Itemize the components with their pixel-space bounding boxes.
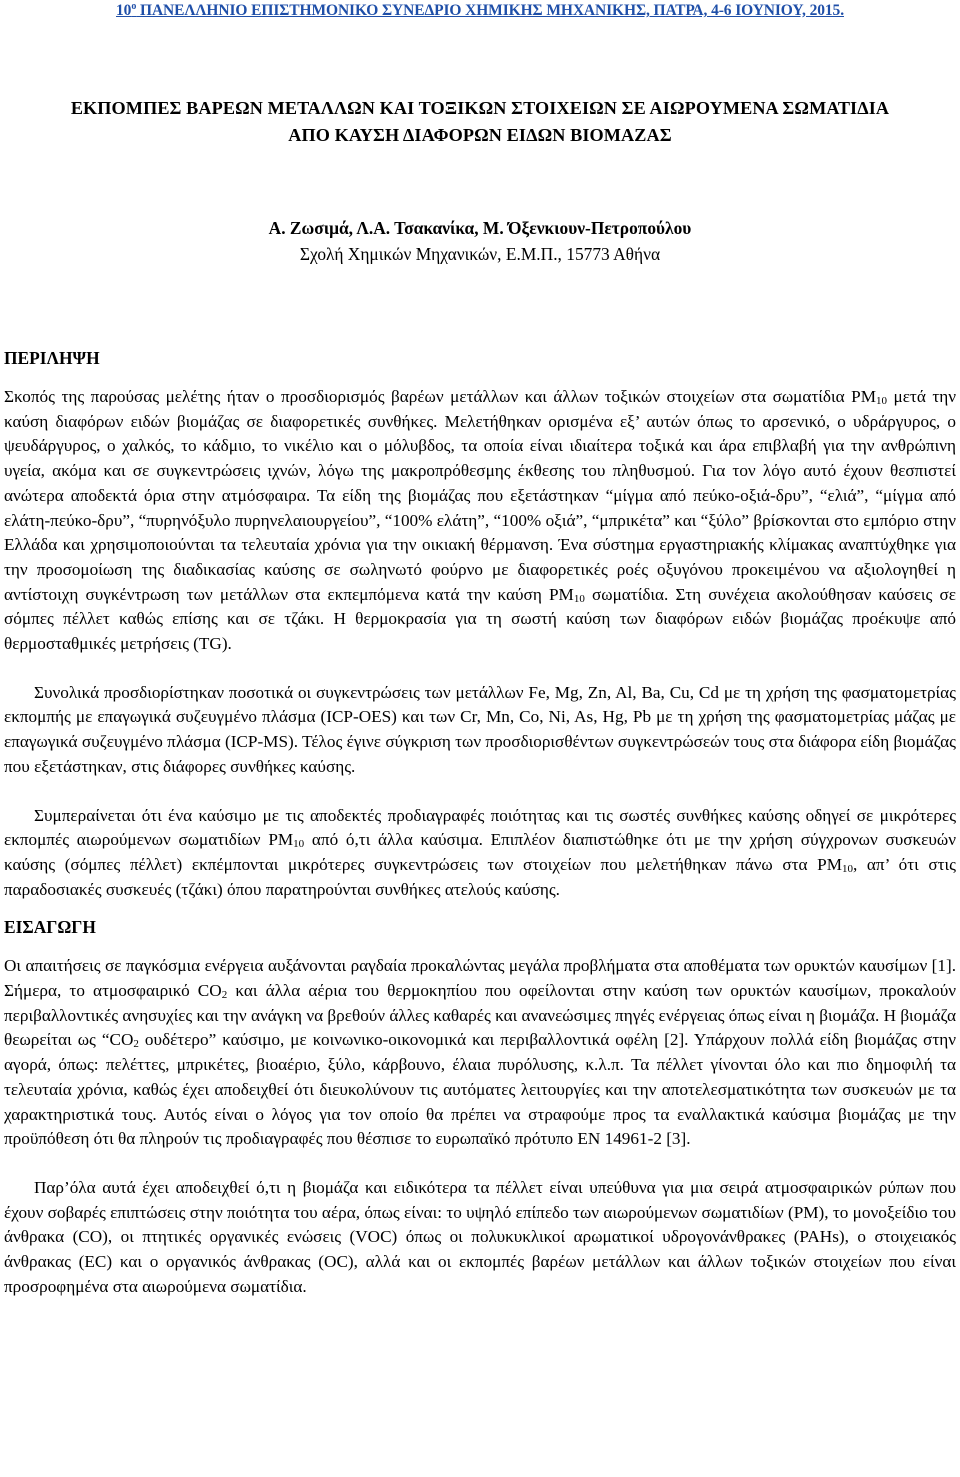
text-run: , απ’ ότι στις παραδοσιακές συσκευές (τζάκι) όπου παρατηρούνται συνθήκες ατελούς καύσης.	[4, 854, 956, 899]
intro-paragraph-2: Παρ’όλα αυτά έχει αποδειχθεί ό,τι η βιομάζα και ειδικότερα τα πέλλετ είναι υπεύθυνα για μια σειρά ατμοσφαιρικών ρύπων που έχουν σοβαρές επιπτώσεις στην ποιότητα του αέρα, όπως είναι: το υψηλό επίπεδο των αιωρούμενων σωματιδίων (PM), το μονοξείδιο του άνθρακα (CO), οι πτητικές οργανικές ενώσεις (VOC) όπως οι πολυκυκλικοί αρωματικοί υδρογονάνθρακες (PAHs), ο στοιχειακός άνθρακας (EC) και ο οργανικός άνθρακας (OC), αλλά και οι εκπομπές βαρέων μετάλλων και άλλων τοξικών στοιχείων που είναι προσροφημένα στα αιωρούμενα σωματίδια.	[4, 1177, 956, 1296]
subscript: 2	[221, 989, 228, 1002]
header-ordinal-sup: ο	[131, 0, 137, 12]
text-run: Συμπεραίνεται ότι ένα καύσιμο με τις αποδεκτές προδιαγραφές ποιότητας και τις σωστές συνθήκες καύσης οδηγεί σε μικρότερες εκπομπές αιωρούμενων σωματιδίων PM	[4, 805, 956, 850]
abstract-paragraph-1	[4, 385, 956, 657]
header-text: ΠΑΝΕΛΛΗΝΙΟ ΕΠΙΣΤΗΜΟΝΙΚΟ ΣΥΝΕΔΡΙΟ ΧΗΜΙΚΗΣ ΜΗΧΑΝΙΚΗΣ, ΠΑΤΡΑ, 4-6 ΙΟΥΝΙΟΥ, 2015.	[136, 2, 844, 19]
authors: Α. Ζωσιμά, Λ.Α. Τσακανίκα, Μ. Όξενκιουν-Πετροπούλου	[268, 218, 692, 238]
introduction-heading: ΕΙΣΑΓΩΓΗ	[4, 917, 96, 938]
subscript: 10	[293, 838, 305, 851]
conference-header	[4, 1, 956, 21]
text-run: Οι απαιτήσεις σε παγκόσμια ενέργεια αυξάνονται ραγδαία προκαλώντας μεγάλα προβλήματα στα αποθέματα των ορυκτών καυσίμων [1]. Σήμερα, το ατμοσφαιρικό CO	[4, 956, 956, 1001]
intro-paragraph-1	[4, 954, 956, 1152]
subscript: 10	[573, 592, 585, 605]
text-run: ουδέτερο” καύσιμο, με κοινωνικο-οικονομικά και περιβαλλοντικά οφέλη [2]. Υπάρχουν πολλά είδη βιομάζας στην αγορά, όπως: πελέττες, μπρικέτες, βιοαέριο, ξύλο, κάρβουνο, έλαια πυρόλυσης, κ.λ.π. Τα πέλλετ γίνονται όλο και πιο δημοφιλή τα τελευταία χρόνια, καθώς έχει αποδειχθεί ότι διευκολύνουν τις αυτόματες λειτουργίες και την αποτελεσματικότητα των συσκευών με τα χαρακτηριστικά τους. Αυτός είναι ο λόγος για τον οποίο θα πρέπει να στραφούμε προς τα εναλλακτικά καύσιμα βιομάζας με την προϋπόθεση ότι θα πληρούν τις προδιαγραφές που θέσπισε το ευρωπαϊκό πρότυπο EN 14961-2 [3].	[4, 1030, 956, 1149]
header-number: 10	[116, 2, 132, 19]
abstract-paragraph-2: Συνολικά προσδιορίστηκαν ποσοτικά οι συγκεντρώσεις των μετάλλων Fe, Mg, Zn, Al, Ba, Cu, Cd με τη χρήση της φασματομετρίας εκπομπής με επαγωγικά συζευγμένο πλάσμα (ICP-OES) και των Cr, Mn, Co, Ni, As, Hg, Pb με τη χρήση της φασματομετρίας μάζας με επαγωγικά συζευγμένο πλάσμα (ICP-MS). Τέλος έγινε σύγκριση των προσδιορισθέντων συγκεντρώσεών τους στα διάφορα είδη βιομάζας που εξετάστηκαν, στις διάφορες συνθήκες καύσης.	[4, 682, 956, 776]
text-run: Σκοπός της παρούσας μελέτης ήταν ο προσδιορισμός βαρέων μετάλλων και άλλων τοξικών στοιχείων στα σωματίδια PM	[4, 387, 876, 406]
abstract-heading: ΠΕΡΙΛΗΨΗ	[4, 348, 100, 368]
title-line-1: ΕΚΠΟΜΠΕΣ ΒΑΡΕΩΝ ΜΕΤΑΛΛΩΝ ΚΑΙ ΤΟΞΙΚΩΝ ΣΤΟΙΧΕΙΩΝ ΣΕ ΑΙΩΡΟΥΜΕΝΑ ΣΩΜΑΤΙΔΙΑ	[70, 98, 890, 118]
text-run: από ό,τι άλλα καύσιμα. Επιπλέον διαπιστώθηκε ότι με την χρήση σύγχρονων συσκευών καύσης (σόμπες πέλλετ) εκπέμπονται μικρότερες συγκεντρώσεις των στοιχείων που μελετήθηκαν πάνω στα PM	[4, 830, 956, 874]
paper-title	[4, 95, 956, 149]
subscript: 10	[875, 395, 887, 407]
text-run: και άλλα αέρια του θερμοκηπίου που οφείλονται στην καύση των ορυκτών καυσίμων, προκαλούν περιβαλλοντικές ανησυχίες και την ανάγκη να βρεθούν άλλες καθαρές και ανανεώσιμες πηγές ενέργειας όπως είναι η βιομάζα. Η βιομάζα θεωρείται ως “CO	[4, 981, 956, 1050]
title-line-2: ΑΠΟ ΚΑΥΣΗ ΔΙΑΦΟΡΩΝ ΕΙΔΩΝ ΒΙΟΜΑΖΑΣ	[288, 125, 672, 145]
subscript: 10	[841, 862, 853, 875]
affiliation: Σχολή Χημικών Μηχανικών, Ε.Μ.Π., 15773 Αθήνα	[299, 244, 661, 264]
text-run: σωματίδια. Στη συνέχεια ακολούθησαν καύσεις σε σόμπες πέλλετ καθώς επίσης και σε τζάκι. Η θερμοκρασία για τη σωστή καύση των διαφόρων ειδών βιομάζας προέκυψε από θερμοσταθμικές μετρήσεις (TG).	[4, 584, 957, 654]
abstract-paragraph-3	[4, 804, 956, 903]
text-run: μετά την καύση διαφόρων ειδών βιομάζας σε διαφορετικές συνθήκες. Μελετήθηκαν ορισμένα εξ’ αυτών όπως το αρσενικό, ο υδράργυρος, ο ψευδάργυρος, ο χαλκός, το κάδμιο, το νικέλιο και ο μόλυβδος, τα οποία είναι ιδιαίτερα τοξικά και άρα επιβλαβή για την ανθρώπινη υγεία, ακόμα και σε συγκεντρώσεις ιχνών, λόγω της μακροπρόθεσμης έκθεσης του πληθυσμού. Για τον λόγο αυτό έχουν θεσπιστεί ανώτερα αποδεκτά όρια στην ατμόσφαιρα. Τα είδη της βιομάζας που εξετάστηκαν “μίγμα από πεύκο-οξιά-δρυ”, “ελιά”, “μίγμα από ελάτη-πεύκο-δρυ”, “πυρηνόξυλο πυρηνελαιουργείου”, “100% ελάτη”, “100% οξιά”, “μπρικέτα” και “ξύλο” βρίσκονται στο εμπόριο στην Ελλάδα και χρησιμοποιούνται τα τελευταία χρόνια για την οικιακή θέρμανση. Ένα σύστημα εργαστηριακής κλίμακας αναπτύχθηκε για την προσομοίωση της διαδικασίας καύσης σε σωληνωτό φούρνο με διαφορετικές ροές οξυγόνου προκειμένου να αξιολογηθεί η αντίστοιχη συγκέντρωση των μετάλλων στα εκπεμπόμενα κατά την καύση PM	[4, 387, 956, 604]
subscript: 2	[133, 1038, 139, 1051]
